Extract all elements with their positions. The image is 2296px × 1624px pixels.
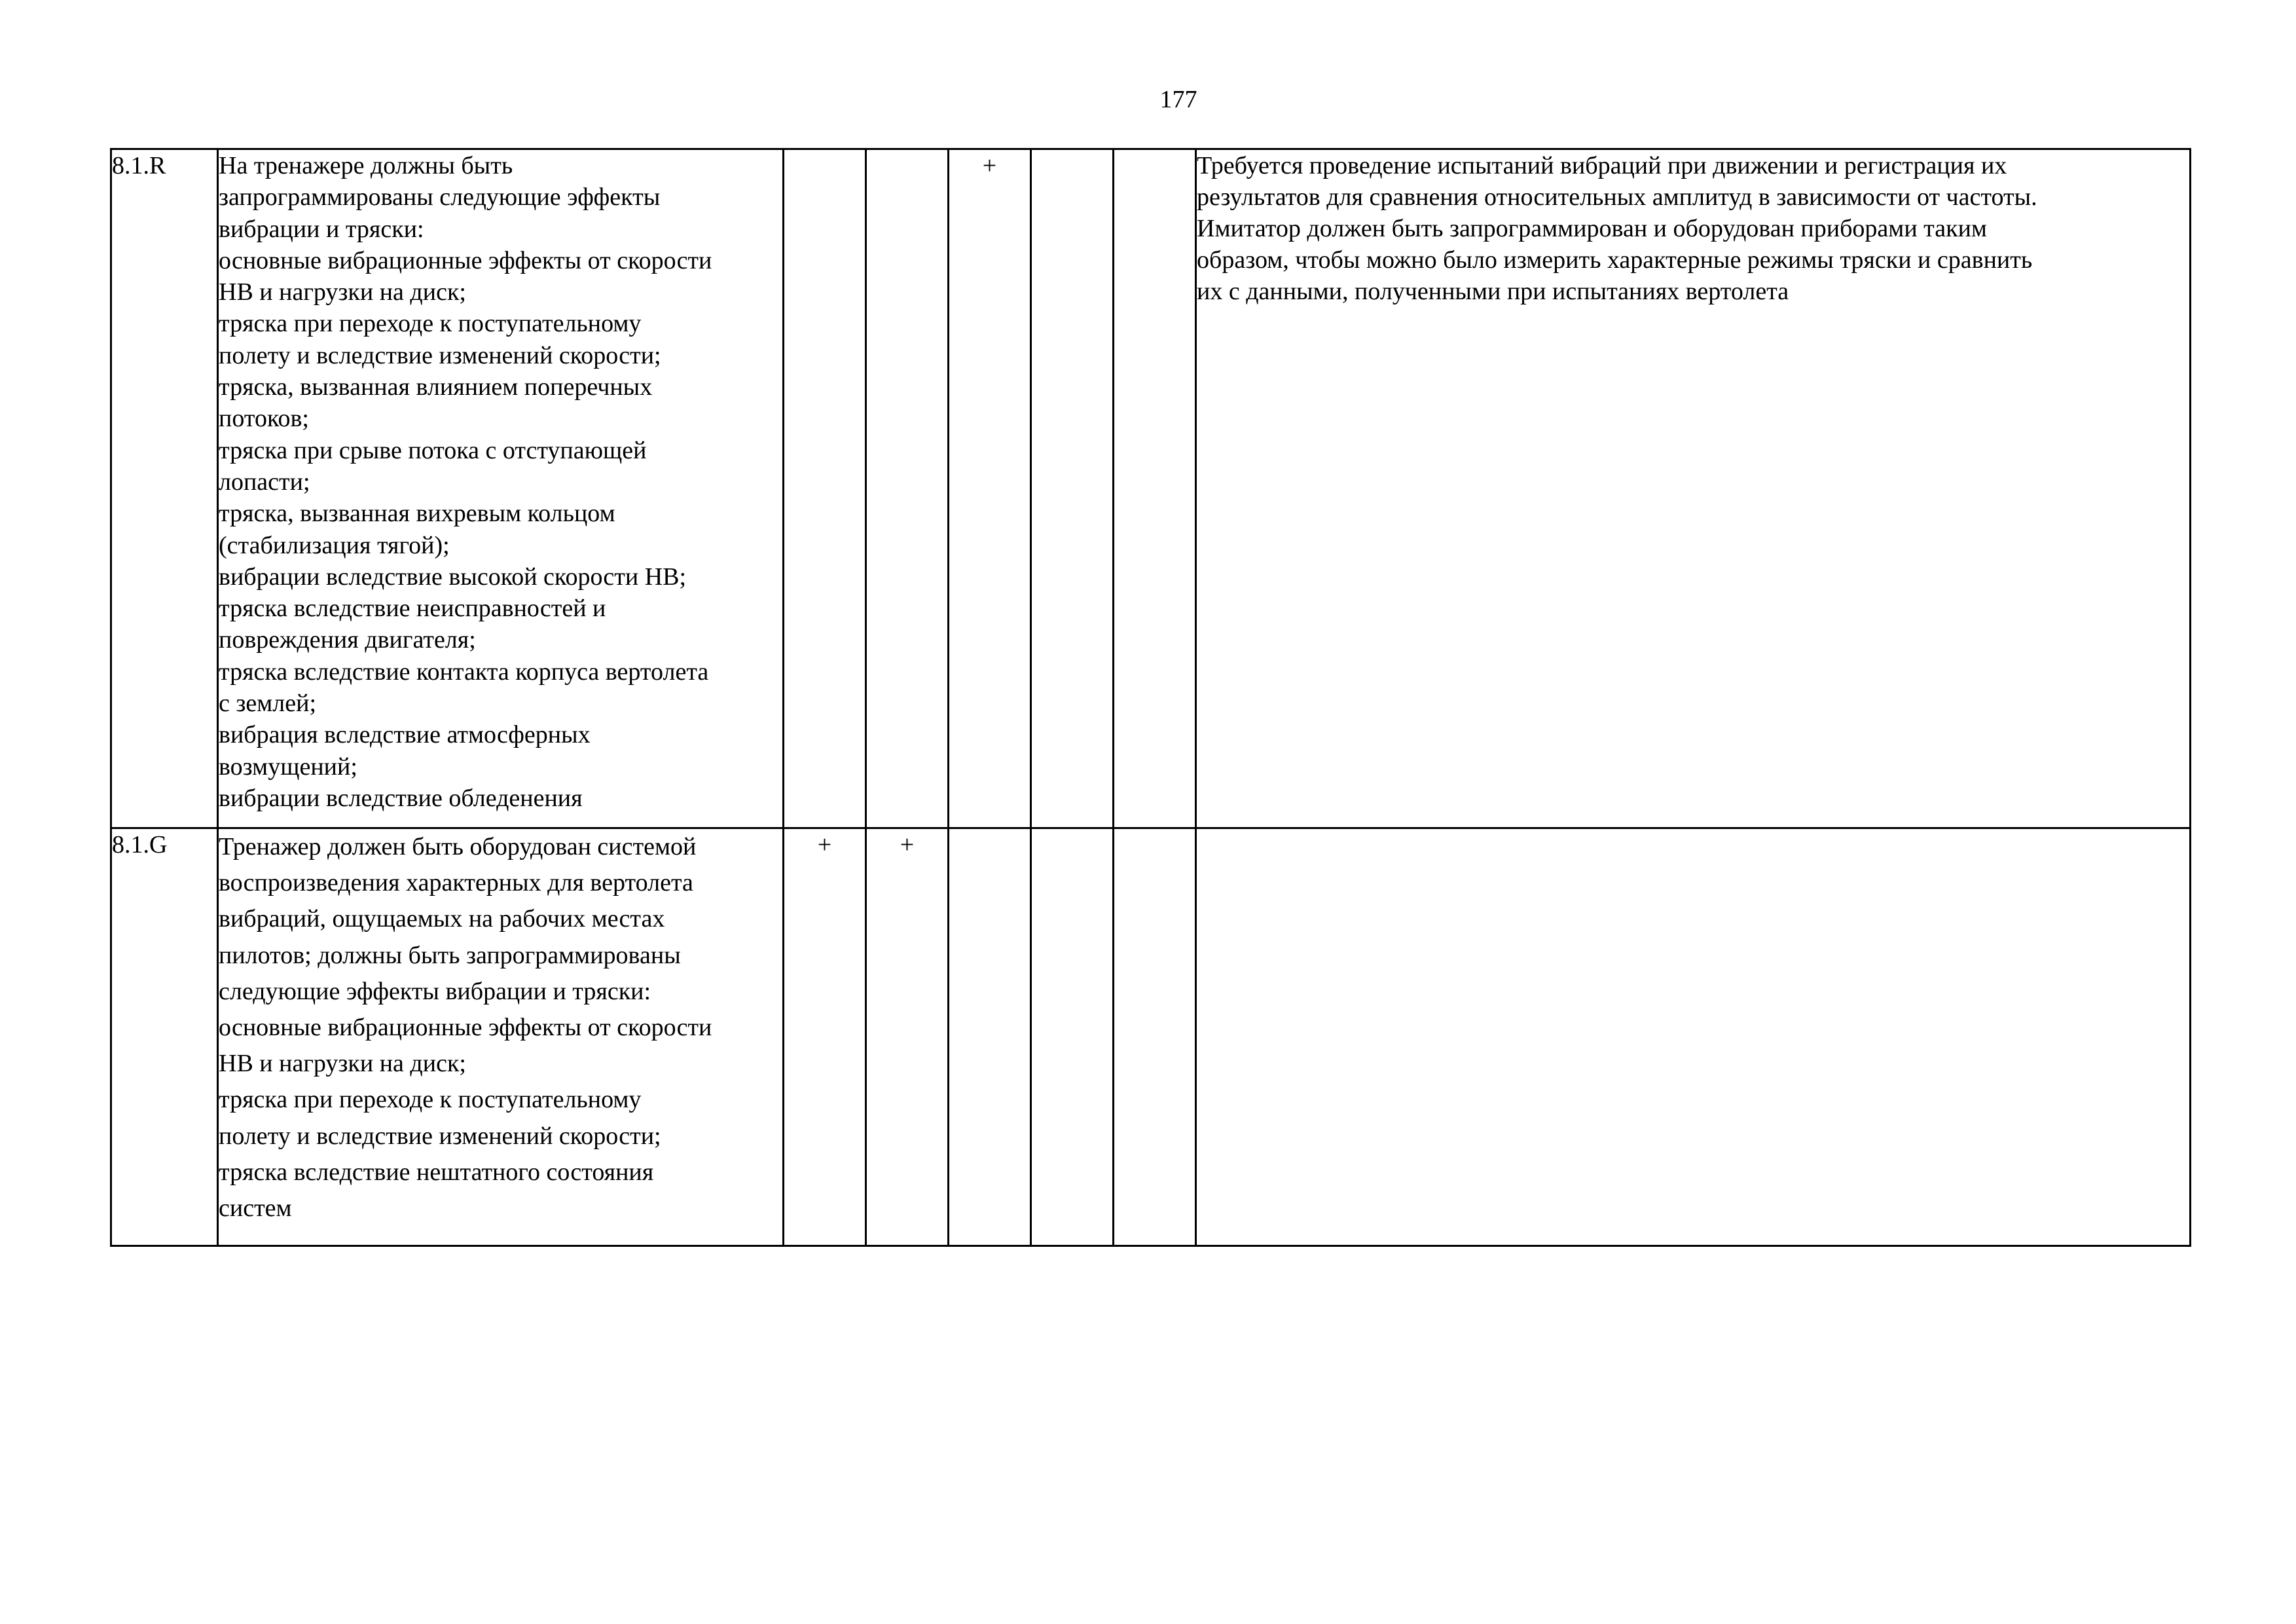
- requirement-note-line: Требуется проведение испытаний вибраций при движении и регистрация их: [1197, 152, 2007, 179]
- requirement-text-line: тряска при срыве потока с отступающей: [219, 436, 647, 464]
- applicability-mark-2: [866, 149, 949, 828]
- requirement-text-line: потоков;: [219, 405, 309, 433]
- applicability-mark-1: +: [784, 828, 866, 1246]
- requirement-text-line: с землей;: [219, 690, 317, 718]
- requirement-text-line: основные вибрационные эффекты от скорости: [219, 246, 712, 274]
- requirement-text-line: (стабилизация тягой);: [219, 531, 450, 559]
- requirement-text-line: основные вибрационные эффекты от скорости: [219, 1014, 712, 1042]
- applicability-mark-2: +: [866, 828, 949, 1246]
- requirement-text-line: НВ и нагрузки на диск;: [219, 1050, 466, 1078]
- requirement-text-line: Тренажер должен быть оборудован системой: [219, 833, 697, 860]
- requirement-text-line: НВ и нагрузки на диск;: [219, 278, 466, 306]
- requirement-text-line: пилотов; должны быть запрограммированы: [219, 941, 681, 969]
- requirement-note: [1196, 828, 2191, 1246]
- requirement-text-line: тряска, вызванная вихревым кольцом: [219, 500, 615, 528]
- requirement-text-line: вибрации и тряски:: [219, 215, 424, 243]
- requirement-text-line: повреждения двигателя;: [219, 626, 476, 654]
- requirement-text-line: воспроизведения характерных для вертолета: [219, 869, 693, 897]
- requirement-note-line: их с данными, полученными при испытаниях вертолета: [1197, 278, 1789, 305]
- applicability-mark-3: +: [949, 149, 1031, 828]
- requirement-text-line: На тренажере должны быть: [219, 152, 513, 179]
- requirement-text-line: вибрация вследствие атмосферных: [219, 721, 591, 749]
- requirement-text-line: полету и вследствие изменений скорости;: [219, 341, 661, 369]
- requirement-text-line: тряска вследствие контакта корпуса вертолета: [219, 657, 709, 686]
- requirement-text-line: вибрации вследствие высокой скорости НВ;: [219, 563, 687, 591]
- requirement-text-line: вибраций, ощущаемых на рабочих местах: [219, 905, 665, 933]
- requirement-text-line: тряска при переходе к поступательному: [219, 310, 642, 338]
- applicability-mark-5: [1114, 149, 1196, 828]
- applicability-mark-5: [1114, 828, 1196, 1246]
- requirement-text-line: лопасти;: [219, 468, 310, 496]
- requirement-note-line: Имитатор должен быть запрограммирован и оборудован приборами таким: [1197, 215, 1987, 242]
- applicability-mark-4: [1031, 149, 1114, 828]
- requirement-note: [1196, 149, 2191, 828]
- requirement-text-line: систем: [219, 1194, 292, 1223]
- requirement-text-line: тряска вследствие нештатного состояния: [219, 1158, 654, 1186]
- page-number: 177: [1159, 86, 1197, 113]
- requirement-text-line: тряска при переходе к поступательному: [219, 1086, 642, 1114]
- table-row: [111, 149, 2191, 828]
- requirement-text-line: возмущений;: [219, 752, 357, 781]
- requirement-text-line: запрограммированы следующие эффекты: [219, 183, 661, 212]
- requirement-text-line: тряска вследствие неисправностей и: [219, 595, 606, 623]
- applicability-mark-1: [784, 149, 866, 828]
- requirement-code: 8.1.G: [111, 828, 218, 1246]
- requirement-note-line: образом, чтобы можно было измерить характерные режимы тряски и сравнить: [1197, 246, 2033, 274]
- applicability-mark-3: [949, 828, 1031, 1246]
- requirement-text-line: полету и вследствие изменений скорости;: [219, 1122, 661, 1150]
- requirement-text: [218, 149, 784, 828]
- requirement-text: [218, 828, 784, 1246]
- table-row: [111, 828, 2191, 1246]
- requirement-note-line: результатов для сравнения относительных амплитуд в зависимости от частоты.: [1197, 183, 2037, 211]
- requirement-text-line: тряска, вызванная влиянием поперечных: [219, 373, 653, 401]
- applicability-mark-4: [1031, 828, 1114, 1246]
- requirements-table: [110, 148, 2191, 1247]
- requirement-text-line: следующие эффекты вибрации и тряски:: [219, 977, 651, 1005]
- requirement-code: 8.1.R: [111, 149, 218, 828]
- requirement-text-line: вибрации вследствие обледенения: [219, 784, 583, 812]
